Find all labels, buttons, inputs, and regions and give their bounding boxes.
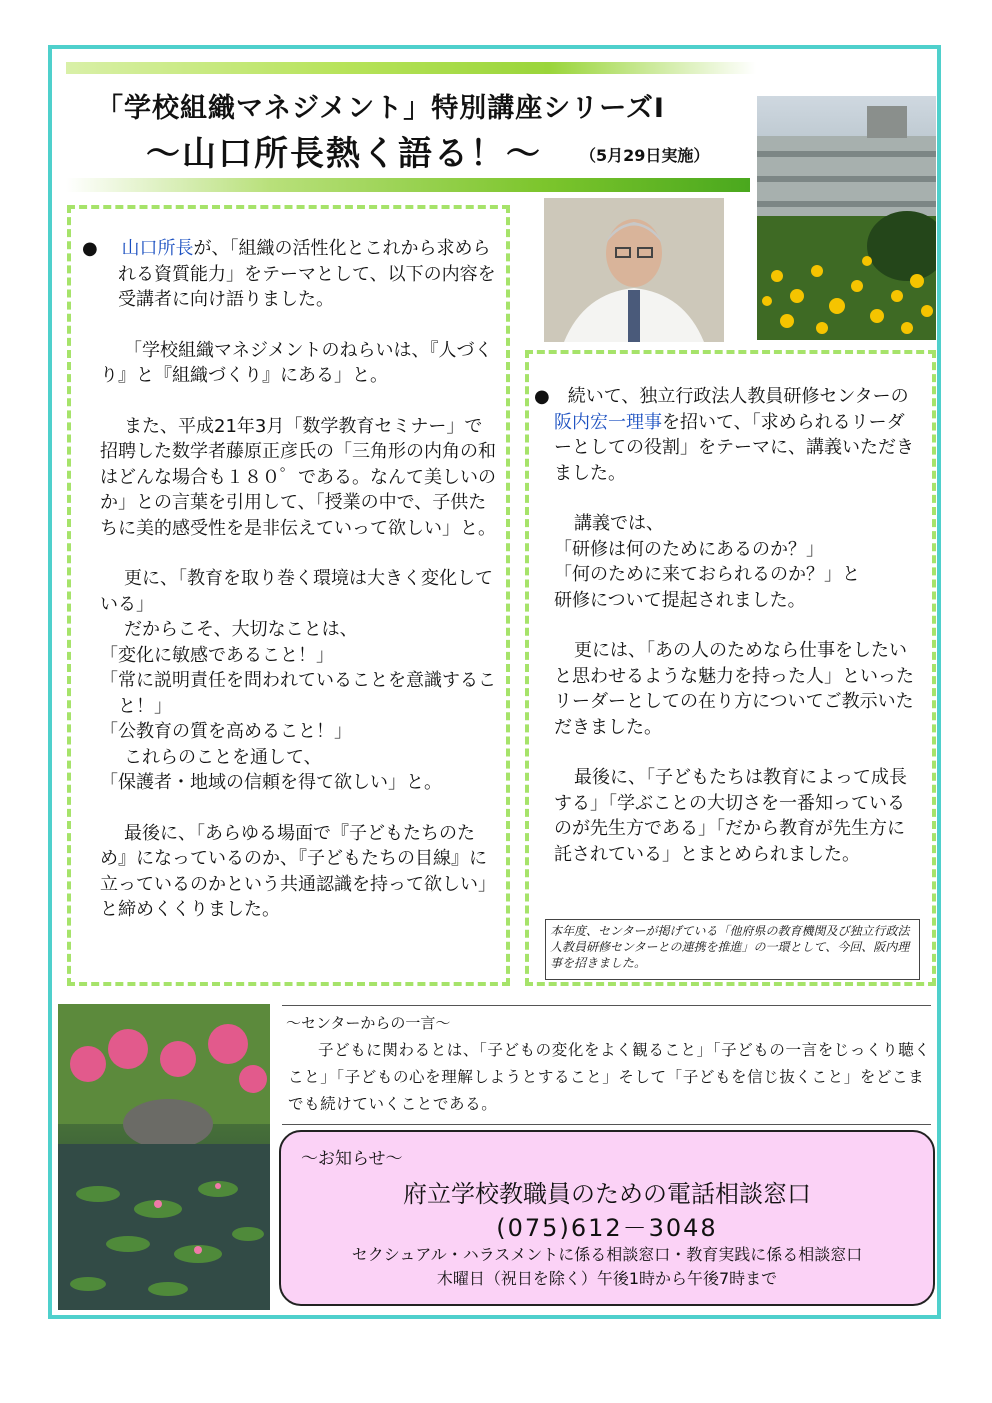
left-paragraph-4a: 更に、「教育を取り巻く環境は大きく変化している」: [100, 568, 493, 615]
right-paragraph-3: 更には、「あの人のためなら仕事をしたいと思わせるような魅力を持った人」といったリーダーとしての在り方についてご教示いただきました。: [554, 640, 914, 738]
notice-phone-number: (075)612－3048: [496, 1214, 718, 1242]
speaker-name-sakauchi: 阪内宏一理事: [554, 411, 662, 433]
left-article: [82, 236, 500, 923]
left-paragraph-4c: 「変化に敏感であること！」: [100, 644, 334, 666]
left-paragraph-4e: 「公教育の質を高めること！」: [100, 721, 352, 742]
bullet-icon: ●: [534, 386, 550, 407]
left-paragraph-4f: これらのことを通して、: [124, 746, 322, 768]
left-paragraph-1: [82, 236, 500, 313]
left-paragraph-4b: だからこそ、大切なことは、: [124, 619, 358, 640]
page-subtitle: ～山口所長熱く語る！～: [146, 134, 542, 174]
right-paragraph-2a: 講義では、: [574, 513, 664, 534]
divider: [282, 1005, 931, 1006]
bullet-icon: ●: [82, 238, 98, 259]
center-message-body: 子どもに関わるとは、「子どもの変化をよく観ること」「子どもの一言をじっくり聴くこと」「子どもの心を理解しようとすること」そして「子どもを信じ抜くこと」をどこまでも続けていくことである。: [288, 1041, 931, 1113]
pond-lilies-photo: [58, 1004, 270, 1310]
building-flowers-photo: [757, 96, 936, 340]
left-paragraph-2: 「学校組織マネジメントのねらいは、『人づくり』と『組織づくり』にある」と。: [100, 339, 493, 386]
left-paragraph-1-text: が、「組織の活性化とこれから求められる資質能力」をテーマとして、以下の内容を受講者に向け語りました。: [118, 238, 496, 310]
left-paragraph-3: また、平成21年3月「数学教育セミナー」で招聘した数学者藤原正彦氏の「三角形の内角の和はどんな場合も１８０゜である。なんて美しいのか」との言葉を引用して、「授業の中で、子供たちに美的感受性を是非伝えていって欲しい」と。: [100, 415, 496, 539]
right-paragraph-1b: を招いて、「求められるリーダーとしての役割」をテーマに、講義いただきました。: [554, 411, 914, 484]
event-date: （5月29日実施）: [580, 146, 710, 165]
divider: [282, 1124, 931, 1125]
right-paragraph-2b: 「研修は何のためにあるのか？」: [554, 538, 824, 560]
notice-heading: ～お知らせ～: [301, 1149, 403, 1169]
left-paragraph-5: 最後に、「あらゆる場面で『子どもたちのため』になっているのか、『子どもたちの目線』に立っているのかという共通認識を持って欲しい」と締めくくりました。: [100, 822, 496, 920]
right-paragraph-4: 最後に、「子どもたちは教育によって成長する」「学ぶことの大切さを一番知っているのが先生方である」「だから教育が先生方に託されている」とまとめられました。: [554, 767, 907, 865]
header-bar-top: [66, 62, 756, 74]
center-message-section: [282, 1005, 931, 1125]
right-paragraph-2d: 研修について提起されました。: [554, 589, 806, 611]
right-paragraph-2c: 「何のために来ておられるのか？」と: [554, 564, 860, 585]
left-paragraph-4g: 「保護者・地域の信頼を得て欲しい」と。: [100, 772, 442, 793]
notice-box: [279, 1130, 935, 1306]
speaker-name-yamaguchi: 山口所長: [121, 238, 194, 259]
right-paragraph-1a: 続いて、独立行政法人教員研修センターの: [567, 386, 909, 407]
collaboration-note: 本年度、センターが掲げている「他府県の教育機関及び独立行政法人教員研修センターとの連携を推進」の一環として、今回、阪内理事を招きました。: [545, 919, 920, 980]
notice-services: セクシュアル・ハラスメントに係る相談窓口・教育実践に係る相談窓口: [351, 1245, 863, 1264]
left-paragraph-4d: 「常に説明責任を問われていることを意識すること！」: [100, 670, 496, 717]
center-message-title: ～センターからの一言～: [286, 1014, 451, 1032]
right-paragraph-1: [534, 384, 918, 486]
right-article: [534, 384, 918, 867]
notice-hours: 木曜日（祝日を除く）午後1時から午後7時まで: [436, 1269, 778, 1288]
speaker-portrait-photo: [544, 198, 724, 342]
notice-title: 府立学校教職員のための電話相談窓口: [403, 1180, 811, 1208]
page-title: 「学校組織マネジメント」特別講座シリーズⅠ: [96, 93, 665, 124]
header-bar-bottom: [66, 178, 750, 192]
